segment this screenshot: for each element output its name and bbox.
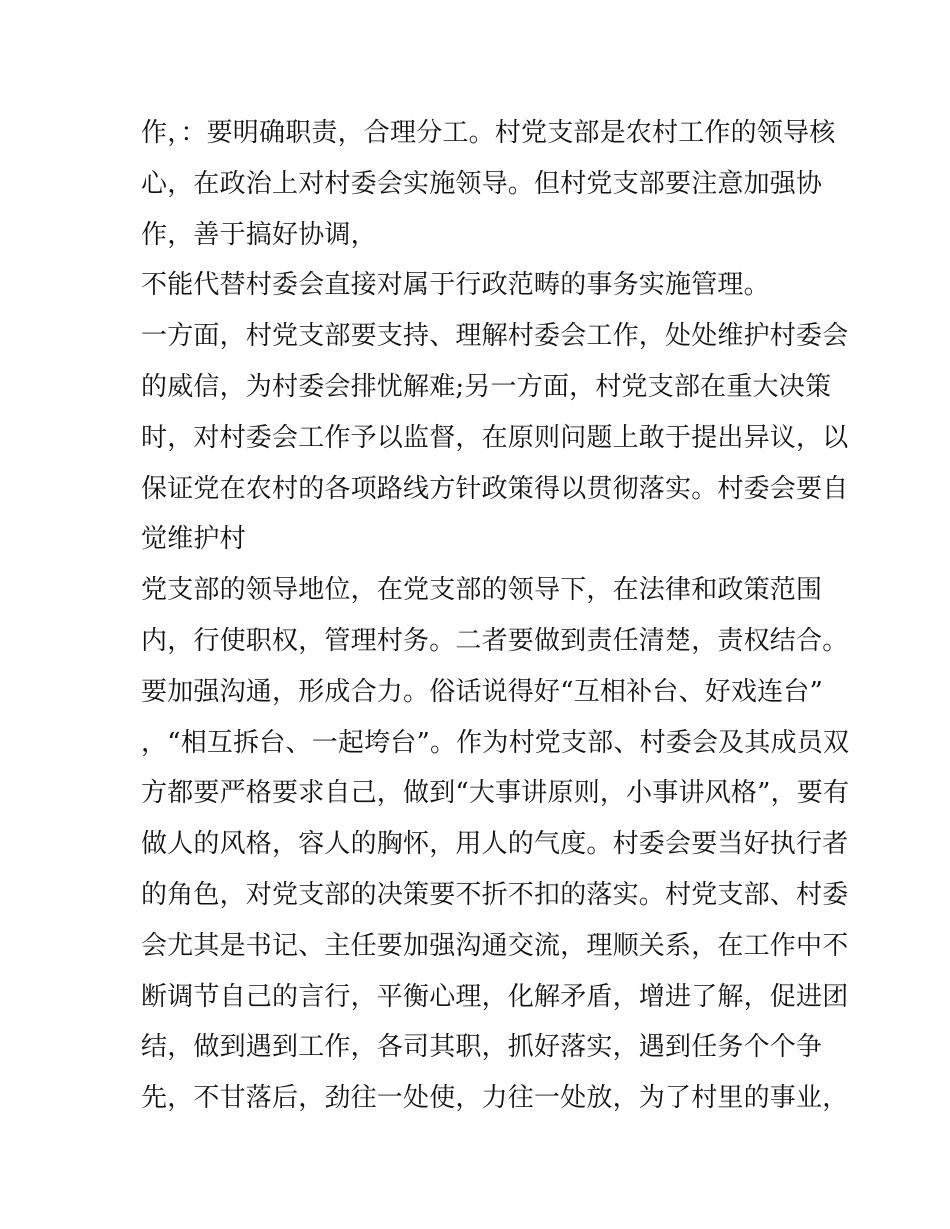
text-line: 会尤其是书记、主任要加强沟通交流，理顺关系，在工作中不 bbox=[141, 930, 849, 961]
text-line: 的角色，对党支部的决策要不折不扣的落实。村党支部、村委 bbox=[141, 879, 849, 910]
text-line: ，“相互拆台、一起垮台”。作为村党支部、村委会及其成员双 bbox=[141, 727, 850, 758]
text-line: 内，行使职权，管理村务。二者要做到责任清楚，责权结合。 bbox=[141, 625, 849, 656]
text-line: 党支部的领导地位，在党支部的领导下，在法律和政策范围 bbox=[141, 575, 823, 606]
text-line: 作，：要明确职责，合理分工。村党支部是农村工作的领导核 bbox=[141, 118, 836, 148]
text-line: 先，不甘落后，劲往一处使，力往一处放，为了村里的事业， bbox=[141, 1083, 849, 1114]
text-line: 一方面，村党支部要支持、理解村委会工作，处处维护村委会 bbox=[141, 321, 849, 352]
text-line: 作，善于搞好协调， bbox=[141, 219, 377, 250]
text-line: 方都要严格要求自己，做到“大事讲原则，小事讲风格”，要有 bbox=[141, 778, 850, 809]
text-line: 不能代替村委会直接对属于行政范畴的事务实施管理。 bbox=[141, 270, 770, 301]
text-line: 断调节自己的言行，平衡心理，化解矛盾，增进了解，促进团 bbox=[141, 981, 849, 1012]
text-line: 时，对村委会工作予以监督，在原则问题上敢于提出异议，以 bbox=[141, 422, 849, 453]
body-text bbox=[141, 108, 850, 1124]
text-line: 的威信，为村委会排忧解难;另一方面，村党支部在重大决策 bbox=[141, 371, 832, 402]
text-line: 保证党在农村的各项路线方针政策得以贯彻落实。村委会要自 bbox=[141, 473, 849, 504]
text-line: 觉维护村 bbox=[141, 524, 246, 555]
text-line: 要加强沟通，形成合力。俗话说得好“互相补台、好戏连台” bbox=[141, 676, 823, 707]
text-line: 结，做到遇到工作，各司其职，抓好落实，遇到任务个个争 bbox=[141, 1032, 823, 1063]
text-line: 心，在政治上对村委会实施领导。但村党支部要注意加强协 bbox=[141, 168, 823, 199]
text-line: 做人的风格，容人的胸怀，用人的气度。村委会要当好执行者 bbox=[141, 829, 849, 860]
